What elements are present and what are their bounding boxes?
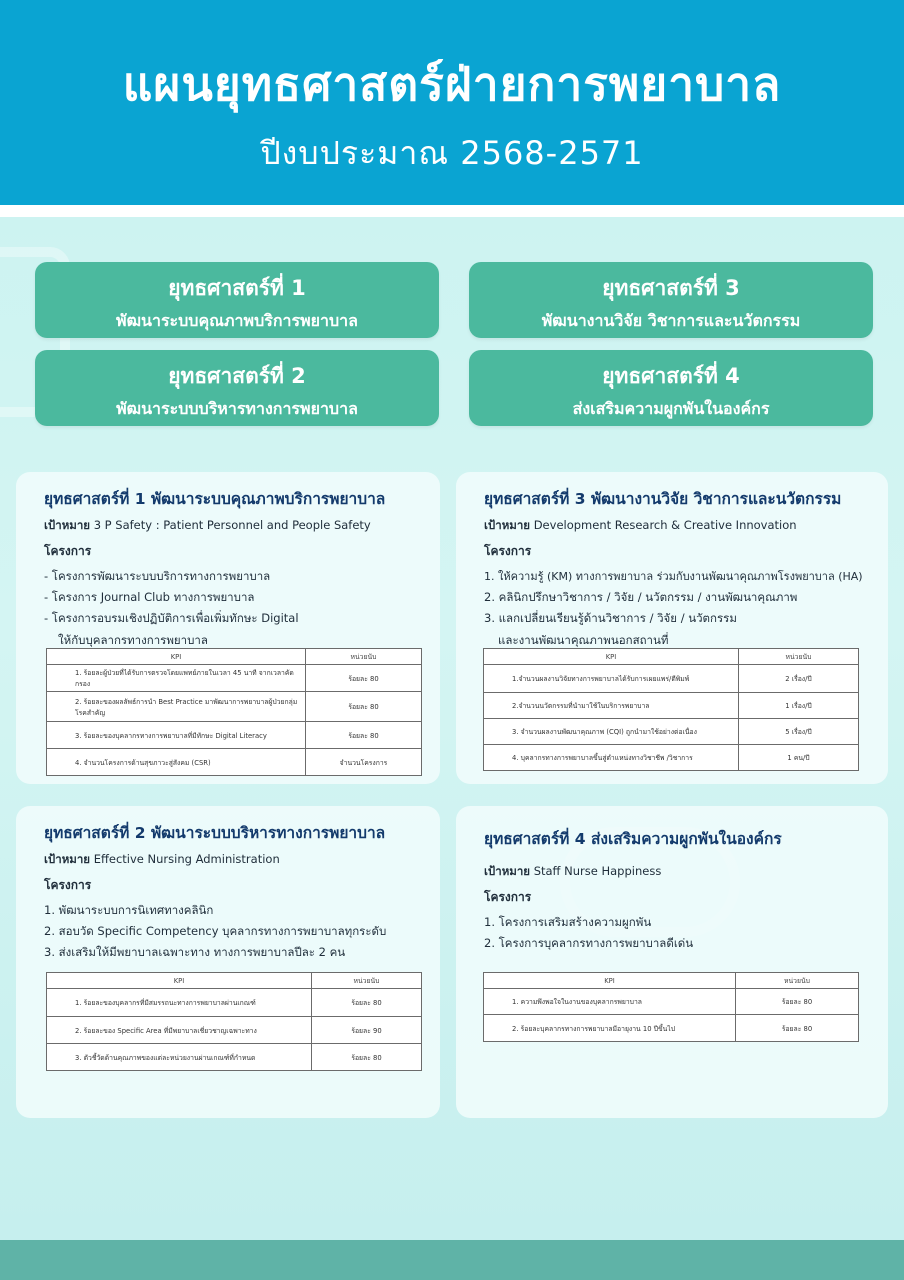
strategy-box-1: [35, 262, 439, 338]
project-text: 1. โครงการเสริมสร้างความผูกพัน: [484, 915, 652, 929]
kpi-cell: 3. ตัวชี้วัดด้านคุณภาพของแต่ละหน่วยงานผ่านเกณฑ์ที่กำหนด: [47, 1044, 312, 1071]
projects-list: [484, 566, 872, 651]
unit-cell: ร้อยละ 80: [306, 692, 422, 722]
goal-text: Staff Nurse Happiness: [533, 864, 662, 878]
table-row: [484, 719, 859, 745]
card-goal: [484, 517, 872, 535]
card-goal: [44, 851, 424, 869]
list-item: [484, 566, 872, 587]
card-title: ยุทธศาสตร์ที่ 2 พัฒนาระบบบริหารทางการพยาบาล: [44, 824, 386, 842]
unit-cell: ร้อยละ 80: [312, 1044, 422, 1071]
project-text: 3. ส่งเสริมให้มีพยาบาลเฉพาะทาง ทางการพยาบาลปีละ 2 คน: [44, 945, 346, 959]
goal-text: 3 P Safety : Patient Personnel and People Safety: [93, 518, 371, 532]
table-row: [484, 745, 859, 771]
project-text: 2. คลินิกปรึกษาวิชาการ / วิจัย / นวัตกรรม / งานพัฒนาคุณภาพ: [484, 590, 798, 604]
card-goal: [44, 517, 424, 535]
table-row: [484, 693, 859, 719]
list-item: [44, 942, 424, 963]
kpi-cell: 1.จำนวนผลงานวิจัยทางการพยาบาลได้รับการเผยแพร่/ตีพิมพ์: [484, 665, 739, 693]
kpi-table-2: [46, 972, 422, 1071]
unit-cell: ร้อยละ 80: [306, 665, 422, 692]
kpi-column-header: KPI: [484, 973, 736, 989]
card-title: ยุทธศาสตร์ที่ 3 พัฒนางานวิจัย วิชาการและนวัตกรรม: [484, 490, 842, 508]
strategy-title: ยุทธศาสตร์ที่ 4: [602, 364, 740, 388]
strategy-box-2: [35, 350, 439, 426]
list-item: [44, 587, 424, 608]
strategy-box-3: [469, 262, 873, 338]
project-text: 1. พัฒนาระบบการนิเทศทางคลินิก: [44, 903, 214, 917]
table-row: [47, 1044, 422, 1071]
unit-cell: ร้อยละ 80: [736, 989, 859, 1015]
unit-column-header: หน่วยนับ: [736, 973, 859, 989]
strategy-desc: พัฒนาระบบคุณภาพบริการพยาบาล: [116, 311, 358, 330]
table-row: [47, 692, 422, 722]
footer-band: [0, 1240, 904, 1280]
table-row: [484, 989, 859, 1015]
unit-cell: 5 เรื่อง/ปี: [739, 719, 859, 745]
kpi-cell: 4. บุคลากรทางการพยาบาลขึ้นสู่ตำแหน่งทางวิชาชีพ /วิชาการ: [484, 745, 739, 771]
list-item: [44, 566, 424, 587]
kpi-cell: 2. ร้อยละของ Specific Area ที่มีพยาบาลเชี่ยวชาญเฉพาะทาง: [47, 1017, 312, 1044]
goal-label: เป้าหมาย: [44, 518, 91, 532]
unit-cell: ร้อยละ 80: [306, 722, 422, 749]
unit-cell: 2 เรื่อง/ปี: [739, 665, 859, 693]
table-row: [47, 749, 422, 776]
kpi-cell: 2.จำนวนนวัตกรรมที่นำมาใช้ในบริการพยาบาล: [484, 693, 739, 719]
page-title: แผนยุทธศาสตร์ฝ่ายการพยาบาล: [122, 57, 782, 111]
header-divider: [0, 205, 904, 217]
project-text: - โครงการ Journal Club ทางการพยาบาล: [44, 590, 255, 604]
unit-cell: 1 เรื่อง/ปี: [739, 693, 859, 719]
list-item: [484, 912, 872, 933]
goal-label: เป้าหมาย: [484, 864, 531, 878]
kpi-cell: 1. ร้อยละผู้ป่วยที่ได้รับการตรวจโดยแพทย์ภายในเวลา 45 นาที จากเวลาคัดกรอง: [47, 665, 306, 692]
kpi-column-header: KPI: [47, 973, 312, 989]
project-text-cont: และงานพัฒนาคุณภาพนอกสถานที่: [498, 633, 669, 647]
table-header-row: [484, 649, 859, 665]
list-item: [484, 608, 872, 651]
project-text: 2. สอบวัด Specific Competency บุคลากรทางการพยาบาลทุกระดับ: [44, 924, 387, 938]
table-header-row: [47, 973, 422, 989]
table-row: [47, 722, 422, 749]
strategy-title: ยุทธศาสตร์ที่ 1: [168, 276, 306, 300]
unit-column-header: หน่วยนับ: [306, 649, 422, 665]
card-goal: [484, 863, 872, 881]
unit-column-header: หน่วยนับ: [739, 649, 859, 665]
projects-heading: โครงการ: [44, 878, 92, 892]
project-text: 3. แลกเปลี่ยนเรียนรู้ด้านวิชาการ / วิจัย / นวัตกรรม: [484, 611, 737, 625]
list-item: [44, 608, 424, 651]
project-text: 1. ให้ความรู้ (KM) ทางการพยาบาล ร่วมกับงานพัฒนาคุณภาพโรงพยาบาล (HA): [484, 570, 863, 583]
kpi-column-header: KPI: [47, 649, 306, 665]
strategy-box-4: [469, 350, 873, 426]
projects-heading: โครงการ: [484, 890, 532, 904]
strategy-card-2: [16, 806, 440, 1118]
header-banner: [0, 0, 904, 205]
unit-cell: จำนวนโครงการ: [306, 749, 422, 776]
unit-cell: ร้อยละ 80: [736, 1015, 859, 1042]
list-item: [484, 933, 872, 954]
kpi-table-4: [483, 972, 859, 1042]
projects-heading: โครงการ: [484, 544, 532, 558]
projects-list: [484, 912, 872, 954]
table-row: [484, 665, 859, 693]
table-row: [47, 1017, 422, 1044]
strategy-desc: พัฒนางานวิจัย วิชาการและนวัตกรรม: [541, 311, 801, 330]
table-header-row: [47, 649, 422, 665]
card-title: ยุทธศาสตร์ที่ 1 พัฒนาระบบคุณภาพบริการพยาบาล: [44, 490, 386, 508]
project-text: 2. โครงการบุคลากรทางการพยาบาลดีเด่น: [484, 936, 694, 950]
table-header-row: [484, 973, 859, 989]
list-item: [44, 900, 424, 921]
kpi-column-header: KPI: [484, 649, 739, 665]
strategy-desc: พัฒนาระบบบริหารทางการพยาบาล: [116, 399, 358, 418]
kpi-table-1: [46, 648, 422, 776]
unit-cell: ร้อยละ 80: [312, 989, 422, 1017]
kpi-table-3: [483, 648, 859, 771]
table-row: [484, 1015, 859, 1042]
goal-text: Effective Nursing Administration: [93, 852, 280, 866]
strategy-title: ยุทธศาสตร์ที่ 2: [168, 364, 306, 388]
strategy-desc: ส่งเสริมความผูกพันในองค์กร: [572, 399, 770, 418]
kpi-cell: 1. ความพึงพอใจในงานของบุคลากรพยาบาล: [484, 989, 736, 1015]
kpi-cell: 4. จำนวนโครงการด้านสุขภาวะสู่สังคม (CSR): [47, 749, 306, 776]
projects-list: [44, 566, 424, 651]
project-text-cont: ให้กับบุคลากรทางการพยาบาล: [58, 633, 208, 647]
project-text: - โครงการพัฒนาระบบบริการทางการพยาบาล: [44, 569, 271, 583]
unit-cell: ร้อยละ 90: [312, 1017, 422, 1044]
kpi-cell: 2. ร้อยละของผลลัพธ์การนำ Best Practice มาพัฒนาการพยาบาลผู้ป่วยกลุ่มโรคสำคัญ: [47, 692, 306, 722]
goal-label: เป้าหมาย: [484, 518, 531, 532]
strategy-card-4: [456, 806, 888, 1118]
unit-column-header: หน่วยนับ: [312, 973, 422, 989]
goal-text: Development Research & Creative Innovation: [533, 518, 797, 532]
projects-heading: โครงการ: [44, 544, 92, 558]
table-row: [47, 665, 422, 692]
project-text: - โครงการอบรมเชิงปฏิบัติการเพื่อเพิ่มทักษะ Digital: [44, 611, 299, 625]
table-row: [47, 989, 422, 1017]
projects-list: [44, 900, 424, 963]
list-item: [44, 921, 424, 942]
goal-label: เป้าหมาย: [44, 852, 91, 866]
kpi-cell: 3. ร้อยละของบุคลากรทางการพยาบาลที่มีทักษะ Digital Literacy: [47, 722, 306, 749]
kpi-cell: 3. จำนวนผลงานพัฒนาคุณภาพ (CQI) ถูกนำมาใช้อย่างต่อเนื่อง: [484, 719, 739, 745]
kpi-cell: 2. ร้อยละบุคลากรทางการพยาบาลมีอายุงาน 10 ปีขึ้นไป: [484, 1015, 736, 1042]
kpi-cell: 1. ร้อยละของบุคลากรที่มีสมรรถนะทางการพยาบาลผ่านเกณฑ์: [47, 989, 312, 1017]
page-subtitle: ปีงบประมาณ 2568-2571: [260, 134, 644, 172]
strategy-title: ยุทธศาสตร์ที่ 3: [602, 276, 740, 300]
list-item: [484, 587, 872, 608]
unit-cell: 1 คน/ปี: [739, 745, 859, 771]
card-title: ยุทธศาสตร์ที่ 4 ส่งเสริมความผูกพันในองค์กร: [484, 830, 782, 848]
